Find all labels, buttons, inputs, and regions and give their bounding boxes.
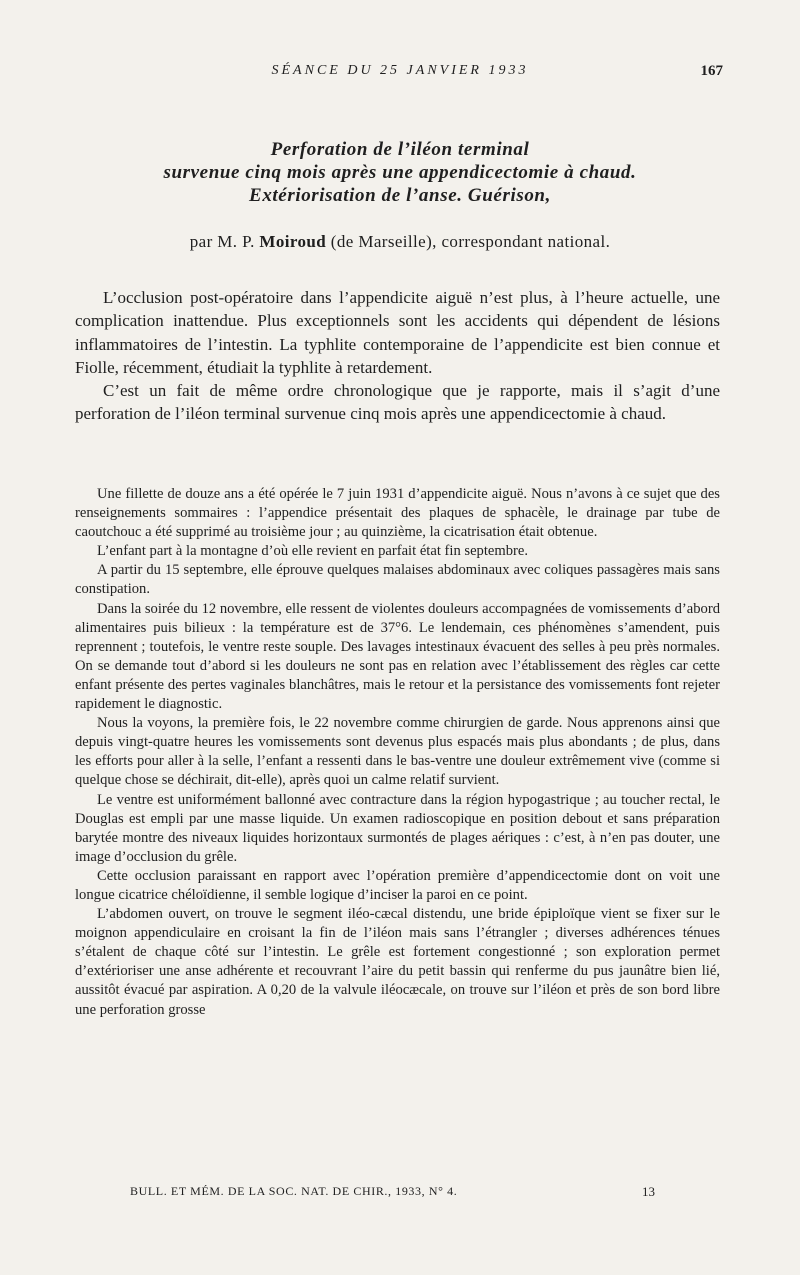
article-title	[60, 138, 740, 207]
case-report	[75, 485, 720, 1020]
running-header	[0, 63, 800, 83]
lead-paragraph: L’occlusion post-opératoire dans l’appendicite aiguë n’est plus, à l’heure actuelle, une complication inattendue. Plus exceptionnels sont les accidents qui dépendent de lésions inflammatoires de l’intestin. La typhlite contemporaine de l’appendicite est bien connue et Fiolle, récemment, étudiait la typhlite à retardement.	[75, 288, 720, 377]
lead-paragraph: C’est un fait de même ordre chronologique que je rapporte, mais il s’agit d’une perforation de l’iléon terminal survenue cinq mois après une appendicectomie à chaud.	[75, 381, 720, 424]
byline-prefix: par M. P.	[189, 232, 255, 251]
page-number: 167	[700, 63, 723, 79]
author-name: Moiroud	[259, 232, 327, 251]
case-paragraph: Le ventre est uniformément ballonné avec contracture dans la région hypogastrique ; au toucher rectal, le Douglas est empli par une masse liquide. Un examen radioscopique en position debout et sans préparation barytée montre des niveaux liquides horizontaux surmontés de plages aériques : c’est, à n’en pas douter, une image d’occlusion du grêle.	[75, 791, 720, 865]
case-paragraph: Nous la voyons, la première fois, le 22 novembre comme chirurgien de garde. Nous apprenons ainsi que depuis vingt-quatre heures les vomissements sont devenus plus espacés mais plus abondants ; de plus, dans les efforts pour aller à la selle, l’enfant a ressenti dans le bas-ventre une douleur extrêmement vive (comme si quelque chose se déchirait, dit-elle), après quoi un calme relatif survient.	[75, 715, 720, 789]
title-line: survenue cinq mois après une appendicectomie à chaud.	[163, 162, 637, 183]
title-line: Perforation de l’iléon terminal	[270, 139, 530, 160]
case-paragraph: Cette occlusion paraissant en rapport avec l’opération première d’appendicectomie dont on voit une longue cicatrice chéloïdienne, il semble logique d’inciser la paroi en ce point.	[75, 867, 720, 903]
byline-suffix: (de Marseille), correspondant national.	[330, 232, 611, 251]
lead-section	[75, 286, 720, 426]
running-title: SÉANCE DU 25 JANVIER 1933	[271, 63, 529, 78]
byline	[0, 232, 800, 252]
page-footer	[130, 1184, 800, 1202]
case-paragraph: Dans la soirée du 12 novembre, elle ressent de violentes douleurs accompagnées de vomissements d’abord alimentaires puis bilieux : la température est de 37°6. Le lendemain, ces phénomènes s’amendent, puis reprennent ; toutefois, le ventre reste souple. Des lavages intestinaux évacuent des selles à peu près normales. On se demande tout d’abord si les douleurs ne sont pas en relation avec l’établissement des règles car cette enfant présente des pertes vaginales blanchâtres, mais le retour et la persistance des vomissements font rejeter rapidement le diagnostic.	[75, 600, 720, 713]
title-line: Extériorisation de l’anse. Guérison,	[249, 185, 551, 206]
case-paragraph: A partir du 15 septembre, elle éprouve quelques malaises abdominaux avec coliques passagères mais sans constipation.	[75, 562, 720, 598]
journal-citation: BULL. ET MÉM. DE LA SOC. NAT. DE CHIR., 1933, N° 4.	[130, 1184, 458, 1198]
case-paragraph: L’abdomen ouvert, on trouve le segment iléo-cæcal distendu, une bride épiploïque vient se fixer sur le moignon appendiculaire en croisant la fin de l’iléon mais sans l’étrangler ; diverses adhérences ténues s’étalent de chaque côté sur l’intestin. Le grêle est fortement congestionné ; son exploration permet d’extérioriser une anse adhérente et recouvrant l’aire du petit bassin qui renferme du pus jaunâtre bien lié, aussitôt évacué par aspiration. A 0,20 de la valvule iléocæcale, on trouve sur l’iléon et près de son bord libre une perforation grosse	[75, 906, 720, 1018]
sheet-number: 13	[642, 1184, 655, 1199]
case-paragraph: Une fillette de douze ans a été opérée le 7 juin 1931 d’appendicite aiguë. Nous n’avons à ce sujet que des renseignements sommaires : l’appendice présentait des plaques de sphacèle, le drainage par tube de caoutchouc a été supprimé au troisième jour ; au quinzième, la cicatrisation était obtenue.	[75, 486, 720, 541]
case-paragraph: L’enfant part à la montagne d’où elle revient en parfait état fin septembre.	[97, 543, 529, 560]
